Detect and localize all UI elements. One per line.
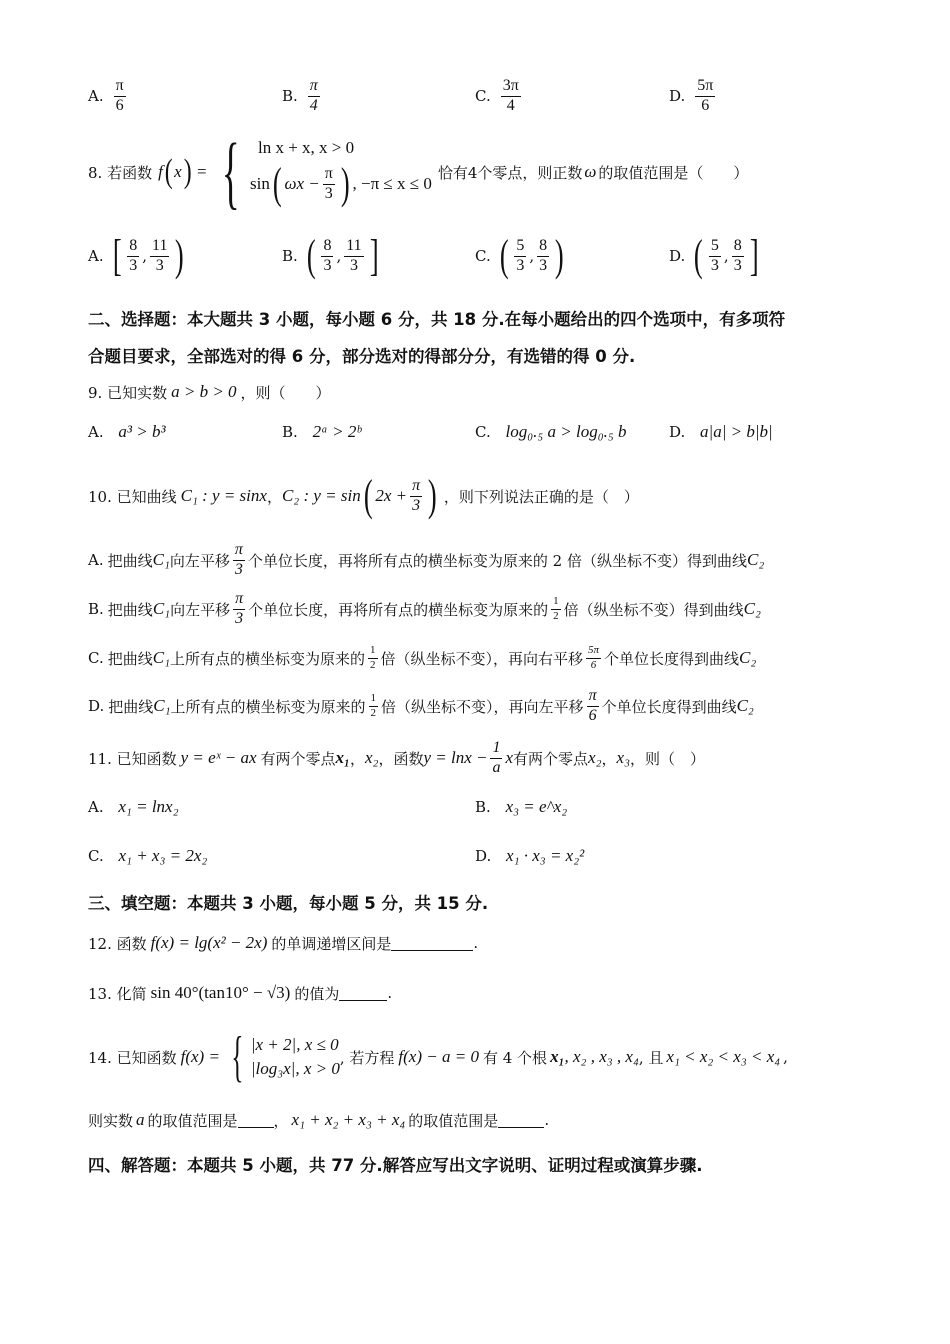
option-text: 个单位长度，再将所有点的横坐标变为原来的 [248,600,549,619]
frac-den: 6 [588,706,597,724]
frac-num: π [308,78,320,97]
var-x: x [505,748,514,767]
frac-num: 11 [344,238,363,257]
q10-option-c [88,640,756,676]
sin-text: sin [249,174,270,193]
q9-option-c [475,422,627,442]
curve-c2-arg: 2x + [375,486,408,505]
q10-suffix: ，则下列说法正确的是（ ） [443,487,639,506]
frac-den: 3 [539,256,548,274]
q13-answer-blank[interactable] [339,986,387,1001]
q8-suffix2: 的取值范围是（ ） [598,163,749,182]
q11-function1: y = eˣ − ax [180,748,257,767]
curve-c1: C₁ [153,696,171,715]
q11-text: ，函数 [378,749,424,768]
option-text: 倍（纵坐标不变），再向右平移 [380,649,584,668]
frac-num: 1 [551,596,561,610]
frac-den: a [492,758,501,776]
frac-den: 2 [370,658,376,671]
q12-prefix: 12. 函数 [88,934,147,953]
section2-line2: 合题目要求，全部选对的得 6 分，部分选对的得部分分，有选错的得 0 分. [88,347,636,366]
q10-option-b [88,589,761,629]
frac-num: 5π [695,78,715,97]
curve-c1: C₁ : y = sinx [180,486,267,505]
q8-case1: ln x + x, x > 0 [257,138,355,157]
q12-answer-blank[interactable] [391,936,473,951]
q11-text: 有两个零点 [260,749,336,768]
q14-prefix: 14. 已知函数 [88,1048,177,1067]
q8-option-b: B. ( $\frac{8}{3}$ , $\frac{11}{3}$ ] [282,231,379,280]
q14-equation: f(x) − a = 0 [398,1047,479,1066]
option-text: log₀.₅ a > log₀.₅ b [505,422,627,441]
q13-expression: sin 40°(tan10° − √3) [150,983,291,1002]
option-text: x₁ = lnx₂ [118,797,179,816]
frac-num: π [587,688,599,707]
q8-f: f [158,162,163,181]
q14-cases [251,1035,340,1079]
paren-left: ( [363,471,373,520]
var-x: x [174,162,182,181]
bracket-right: ] [369,231,379,280]
paren-right: ) [428,471,437,520]
equals-sign: = [197,162,207,181]
q10-option-a [88,540,764,580]
q11-text: ， [349,749,365,768]
q14-text: 的取值范围是 [408,1111,499,1130]
curve-c1: C₁ [152,648,170,667]
frac-den: 3 [516,256,525,274]
q10-stem [88,468,639,524]
q13-prefix: 13. 化简 [88,984,147,1003]
q11-option-b [475,797,567,817]
period: . [387,984,393,1002]
q14-inequality: x₁ < x₂ < x₃ < x₄ [666,1047,781,1066]
q9-condition: a > b > 0 [171,382,237,401]
q14-f: f(x) = [180,1047,220,1066]
option-label: D. [475,847,492,865]
q11-prefix: 11. 已知函数 [88,749,177,768]
frac-num: 5 [514,238,526,257]
frac-den: 3 [234,560,243,578]
frac-num: π [410,478,422,497]
q13-suffix: 的值为 [294,984,340,1003]
frac-num: 11 [150,238,169,257]
q8-cases [250,138,432,206]
bracket-right: ] [749,231,759,280]
frac-den: 3 [323,256,332,274]
q14-answer-blank-2[interactable] [498,1113,544,1128]
frac-num: π [233,591,245,610]
option-text: 倍（纵坐标不变）得到曲线 [563,600,744,619]
curve-c2: C₂ [739,648,757,667]
period: . [473,934,479,952]
frac-den: 3 [710,256,719,274]
option-text: x₁ · x₃ = x₂² [506,846,585,865]
q14-text: 有 4 个根 [482,1048,548,1067]
separator: ， [273,1111,289,1130]
bracket-left: ( [306,231,316,280]
option-text: 上所有点的横坐标变为原来的 [170,697,366,716]
option-text: 个单位长度，再将所有点的横坐标变为原来的 2 倍（纵坐标不变）得到曲线 [247,551,747,570]
option-label: D. [669,423,686,441]
q9-stem [88,380,331,404]
bracket-left: ( [694,231,703,280]
q10-prefix: 10. 已知曲线 [88,487,177,506]
option-label: D. [88,697,105,715]
omega-symbol: ω [584,162,597,181]
q7-option-b [282,78,323,115]
frac-num: 5 [709,238,721,257]
curve-c2: C₂ [743,599,761,618]
frac-den: 2 [370,706,377,719]
frac-den: 3 [412,496,421,514]
paren-left: ( [272,159,282,208]
bracket-right: ) [175,231,185,280]
frac-den: 3 [235,609,244,627]
option-text: 向左平移 [169,551,230,570]
omega-x: ωx − [284,174,320,193]
frac-den: 2 [553,609,559,622]
paren-left: ( [164,153,173,190]
q8-case2 [249,159,432,208]
period: . [544,1111,550,1129]
frac-num: 8 [537,238,549,257]
q14-text: 的取值范围是 [147,1111,238,1130]
option-label: B. [282,247,298,265]
var-x2: x₂ [364,748,379,767]
q7-option-c [475,78,524,115]
q12-function: f(x) = lg(x² − 2x) [150,933,268,952]
option-text: 向左平移 [170,600,231,619]
q11-option-a [88,797,179,817]
var-a: a [136,1110,145,1129]
frac-den: 3 [155,256,164,274]
frac-den: 3 [349,256,358,274]
option-label: D. [669,247,686,265]
frac-num: 1 [369,693,379,707]
frac-num: 3π [501,78,521,97]
q8-prefix: 8. 若函数 [88,163,153,182]
separator: ， [266,487,282,506]
paren-right: ) [340,159,350,208]
option-label: B. [282,423,298,441]
frac-den: 6 [590,658,597,671]
frac-num: 1 [368,645,378,659]
q9-suffix: ，则（ ） [240,383,331,402]
bracket-left: [ [112,231,122,280]
brace-left: { [231,1026,244,1088]
option-label: C. [475,423,491,441]
option-text: 把曲线 [107,600,153,619]
frac-den: 3 [733,256,742,274]
q11-option-c [88,846,207,866]
q11-text: ， [601,749,617,768]
option-label: A. [88,423,104,441]
q14-stem [88,1026,788,1088]
q9-option-b [282,422,361,442]
q8-option-a: A. [ $\frac{8}{3}$ , $\frac{11}{3}$ ) [88,231,185,280]
option-text: x₃ = e^x₂ [505,797,568,816]
q8-suffix: 恰有4个零点，则正数 [437,163,583,182]
paren-right: ) [183,153,192,190]
option-text: 倍（纵坐标不变），再向左平移 [381,697,584,716]
frac-num: π [114,78,126,97]
frac-den: 4 [506,96,515,114]
option-label: C. [88,847,104,865]
option-label: A. [88,798,104,816]
q7-option-a [88,78,129,115]
q8-stem [88,126,749,217]
q14-text: 则实数 [88,1111,134,1130]
bracket-right: ) [555,231,564,280]
option-text: x₁ + x₃ = 2x₂ [118,846,208,865]
option-label: B. [88,600,104,618]
option-label: A. [88,551,104,569]
q11-text: 有两个零点 [513,749,589,768]
q12 [88,928,478,958]
option-label: C. [475,87,491,106]
section2-line1: 二、选择题：本大题共 3 小题，每小题 6 分，共 18 分.在每小题给出的四个选项中，有多项符 [88,310,786,329]
frac-num: 5π [586,645,601,659]
option-text: 把曲线 [107,649,153,668]
var-x1: x₁ [550,1047,565,1066]
frac-num: 1 [490,740,502,759]
option-label: C. [475,247,491,265]
brace-left: { [221,126,240,217]
curve-c2: C₂ : y = sin [281,486,361,505]
bracket-left: ( [499,231,509,280]
frac-num: 8 [321,238,333,257]
q11-option-d [475,846,584,866]
roots-list: , x₂ , x₃ , x₄ [564,1047,639,1066]
q8-option-c: C. ( $\frac{5}{3}$ , $\frac{8}{3}$ ) [475,231,564,280]
curve-c1: C₁ [152,550,170,569]
q7-option-d [669,78,718,115]
frac-num: π [323,166,335,185]
frac-den: 3 [129,256,138,274]
option-text: 上所有点的横坐标变为原来的 [169,649,365,668]
q14-line2 [88,1106,549,1134]
frac-num: 8 [127,238,139,257]
q14-text: , [783,1048,788,1066]
curve-c1: C₁ [152,599,171,618]
section3-header: 三、填空题：本题共 3 小题，每小题 5 分，共 15 分. [88,894,489,913]
option-text: a|a| > b|b| [700,422,773,441]
q11-stem [88,736,705,780]
q9-prefix: 9. 已知实数 [88,383,168,402]
section4-header: 四、解答题：本题共 5 小题，共 77 分.解答应写出文字说明、证明过程或演算步骤. [88,1156,703,1175]
q14-case1: |x + 2|, x ≤ 0 [250,1035,339,1054]
frac-den: 3 [324,184,333,202]
option-text: a³ > b³ [118,422,166,441]
option-text: 2ᵃ > 2ᵇ [312,422,361,441]
var-x1: x₁ [335,748,350,767]
option-label: B. [282,87,298,106]
curve-c2: C₂ [736,696,754,715]
frac-den: 6 [701,96,710,114]
q11-text: ，则（ ） [630,749,706,768]
q9-option-a [88,422,166,442]
q14-sum: x₁ + x₂ + x₃ + x₄ [291,1110,406,1129]
var-x3: x₃ [616,748,630,767]
option-label: C. [88,649,104,667]
curve-c2: C₂ [747,550,765,569]
frac-num: 8 [732,238,744,257]
option-label: A. [88,247,104,265]
q14-text: , 且 [638,1048,664,1067]
option-text: 把曲线 [107,551,153,570]
var-x2: x₂ [588,748,602,767]
option-label: B. [475,798,491,816]
option-text: 把曲线 [108,697,154,716]
q9-option-d [669,422,773,442]
option-label: A. [88,87,104,106]
q8-option-d: D. ( $\frac{5}{3}$ , $\frac{8}{3}$ ] [669,231,759,280]
q10-option-d [88,686,754,726]
frac-den: 6 [115,96,124,114]
q14-case2: |log₃x|, x > 0 [250,1059,340,1078]
option-text: 个单位长度得到曲线 [604,649,740,668]
q14-text: , 若方程 [339,1048,395,1067]
frac-den: 4 [309,96,318,114]
q12-suffix: 的单调递增区间是 [271,934,392,953]
frac-num: π [233,542,245,561]
domain-text: , −π ≤ x ≤ 0 [352,174,432,193]
q13 [88,978,392,1008]
option-text: 个单位长度得到曲线 [601,697,737,716]
q11-function2: y = lnx − [423,748,488,767]
option-label: D. [669,87,686,106]
q14-answer-blank-1[interactable] [238,1113,274,1128]
